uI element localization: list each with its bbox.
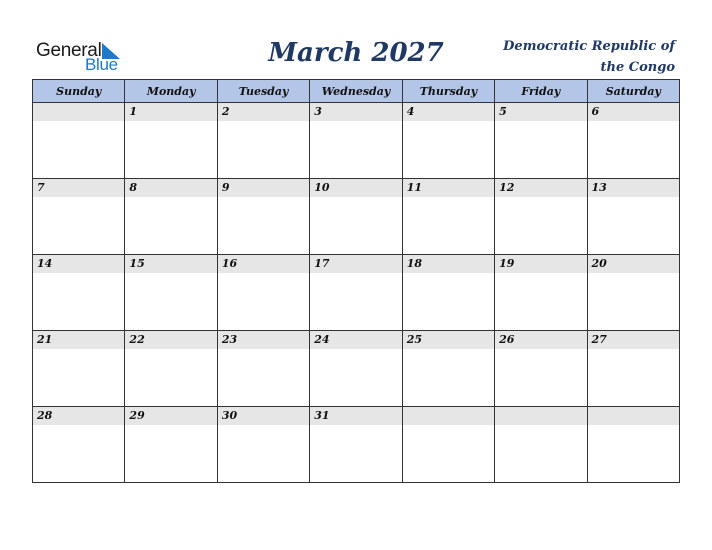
day-number: 9 (218, 179, 309, 197)
day-number (33, 103, 124, 121)
day-number: 31 (310, 407, 401, 425)
day-cell (310, 331, 402, 407)
day-number: 16 (218, 255, 309, 273)
day-number: 28 (33, 407, 124, 425)
day-cell (402, 407, 494, 483)
day-number: 27 (588, 331, 679, 349)
day-number: 12 (495, 179, 586, 197)
day-cell (402, 331, 494, 407)
country-line-2: the Congo (600, 60, 675, 75)
day-number: 8 (125, 179, 216, 197)
day-number: 23 (218, 331, 309, 349)
day-cell (125, 331, 217, 407)
day-number: 2 (218, 103, 309, 121)
day-cell (33, 407, 125, 483)
week-row (33, 179, 680, 255)
logo-text-blue: Blue (85, 55, 118, 74)
calendar-table (32, 79, 680, 483)
logo-text-general: General (36, 40, 102, 61)
day-number: 24 (310, 331, 401, 349)
weekday-header: Monday (125, 80, 217, 103)
day-number: 5 (495, 103, 586, 121)
day-cell (217, 103, 309, 179)
day-cell (402, 103, 494, 179)
day-number: 29 (125, 407, 216, 425)
day-number: 10 (310, 179, 401, 197)
weekday-header: Friday (495, 80, 587, 103)
day-number: 7 (33, 179, 124, 197)
weekday-header: Tuesday (217, 80, 309, 103)
day-cell (402, 255, 494, 331)
day-number: 18 (403, 255, 494, 273)
day-number: 15 (125, 255, 216, 273)
week-row (33, 255, 680, 331)
day-number: 1 (125, 103, 216, 121)
day-cell (495, 407, 587, 483)
day-number: 4 (403, 103, 494, 121)
day-number: 17 (310, 255, 401, 273)
day-number: 14 (33, 255, 124, 273)
weekday-header: Wednesday (310, 80, 402, 103)
weekday-header: Sunday (33, 80, 125, 103)
day-number: 3 (310, 103, 401, 121)
day-number (588, 407, 679, 425)
calendar-title: March 2027 (268, 38, 444, 68)
day-cell (495, 103, 587, 179)
weekday-header: Thursday (402, 80, 494, 103)
day-cell (125, 103, 217, 179)
day-cell (402, 179, 494, 255)
day-number (495, 407, 586, 425)
day-number: 21 (33, 331, 124, 349)
day-cell (310, 103, 402, 179)
day-cell (495, 179, 587, 255)
day-number: 6 (588, 103, 679, 121)
day-cell (310, 179, 402, 255)
day-cell (310, 255, 402, 331)
day-cell (125, 255, 217, 331)
day-number (403, 407, 494, 425)
day-cell (33, 331, 125, 407)
day-cell (33, 179, 125, 255)
day-number: 11 (403, 179, 494, 197)
day-cell (33, 103, 125, 179)
calendar-grid (32, 79, 680, 485)
day-cell (587, 407, 679, 483)
day-number: 22 (125, 331, 216, 349)
day-cell (587, 103, 679, 179)
day-number: 20 (588, 255, 679, 273)
day-cell (217, 255, 309, 331)
day-cell (587, 255, 679, 331)
day-cell (217, 331, 309, 407)
day-cell (217, 179, 309, 255)
weekday-header-row (33, 80, 680, 103)
day-cell (495, 331, 587, 407)
country-line-1: Democratic Republic of (503, 39, 675, 54)
week-row (33, 331, 680, 407)
day-cell (587, 179, 679, 255)
day-cell (33, 255, 125, 331)
week-row (33, 103, 680, 179)
day-number: 30 (218, 407, 309, 425)
day-number: 19 (495, 255, 586, 273)
day-cell (495, 255, 587, 331)
day-cell (217, 407, 309, 483)
weekday-header: Saturday (587, 80, 679, 103)
day-cell (125, 407, 217, 483)
day-number: 13 (588, 179, 679, 197)
day-number: 25 (403, 331, 494, 349)
day-cell (310, 407, 402, 483)
day-number: 26 (495, 331, 586, 349)
week-row (33, 407, 680, 483)
day-cell (587, 331, 679, 407)
day-cell (125, 179, 217, 255)
country-name (485, 36, 675, 78)
